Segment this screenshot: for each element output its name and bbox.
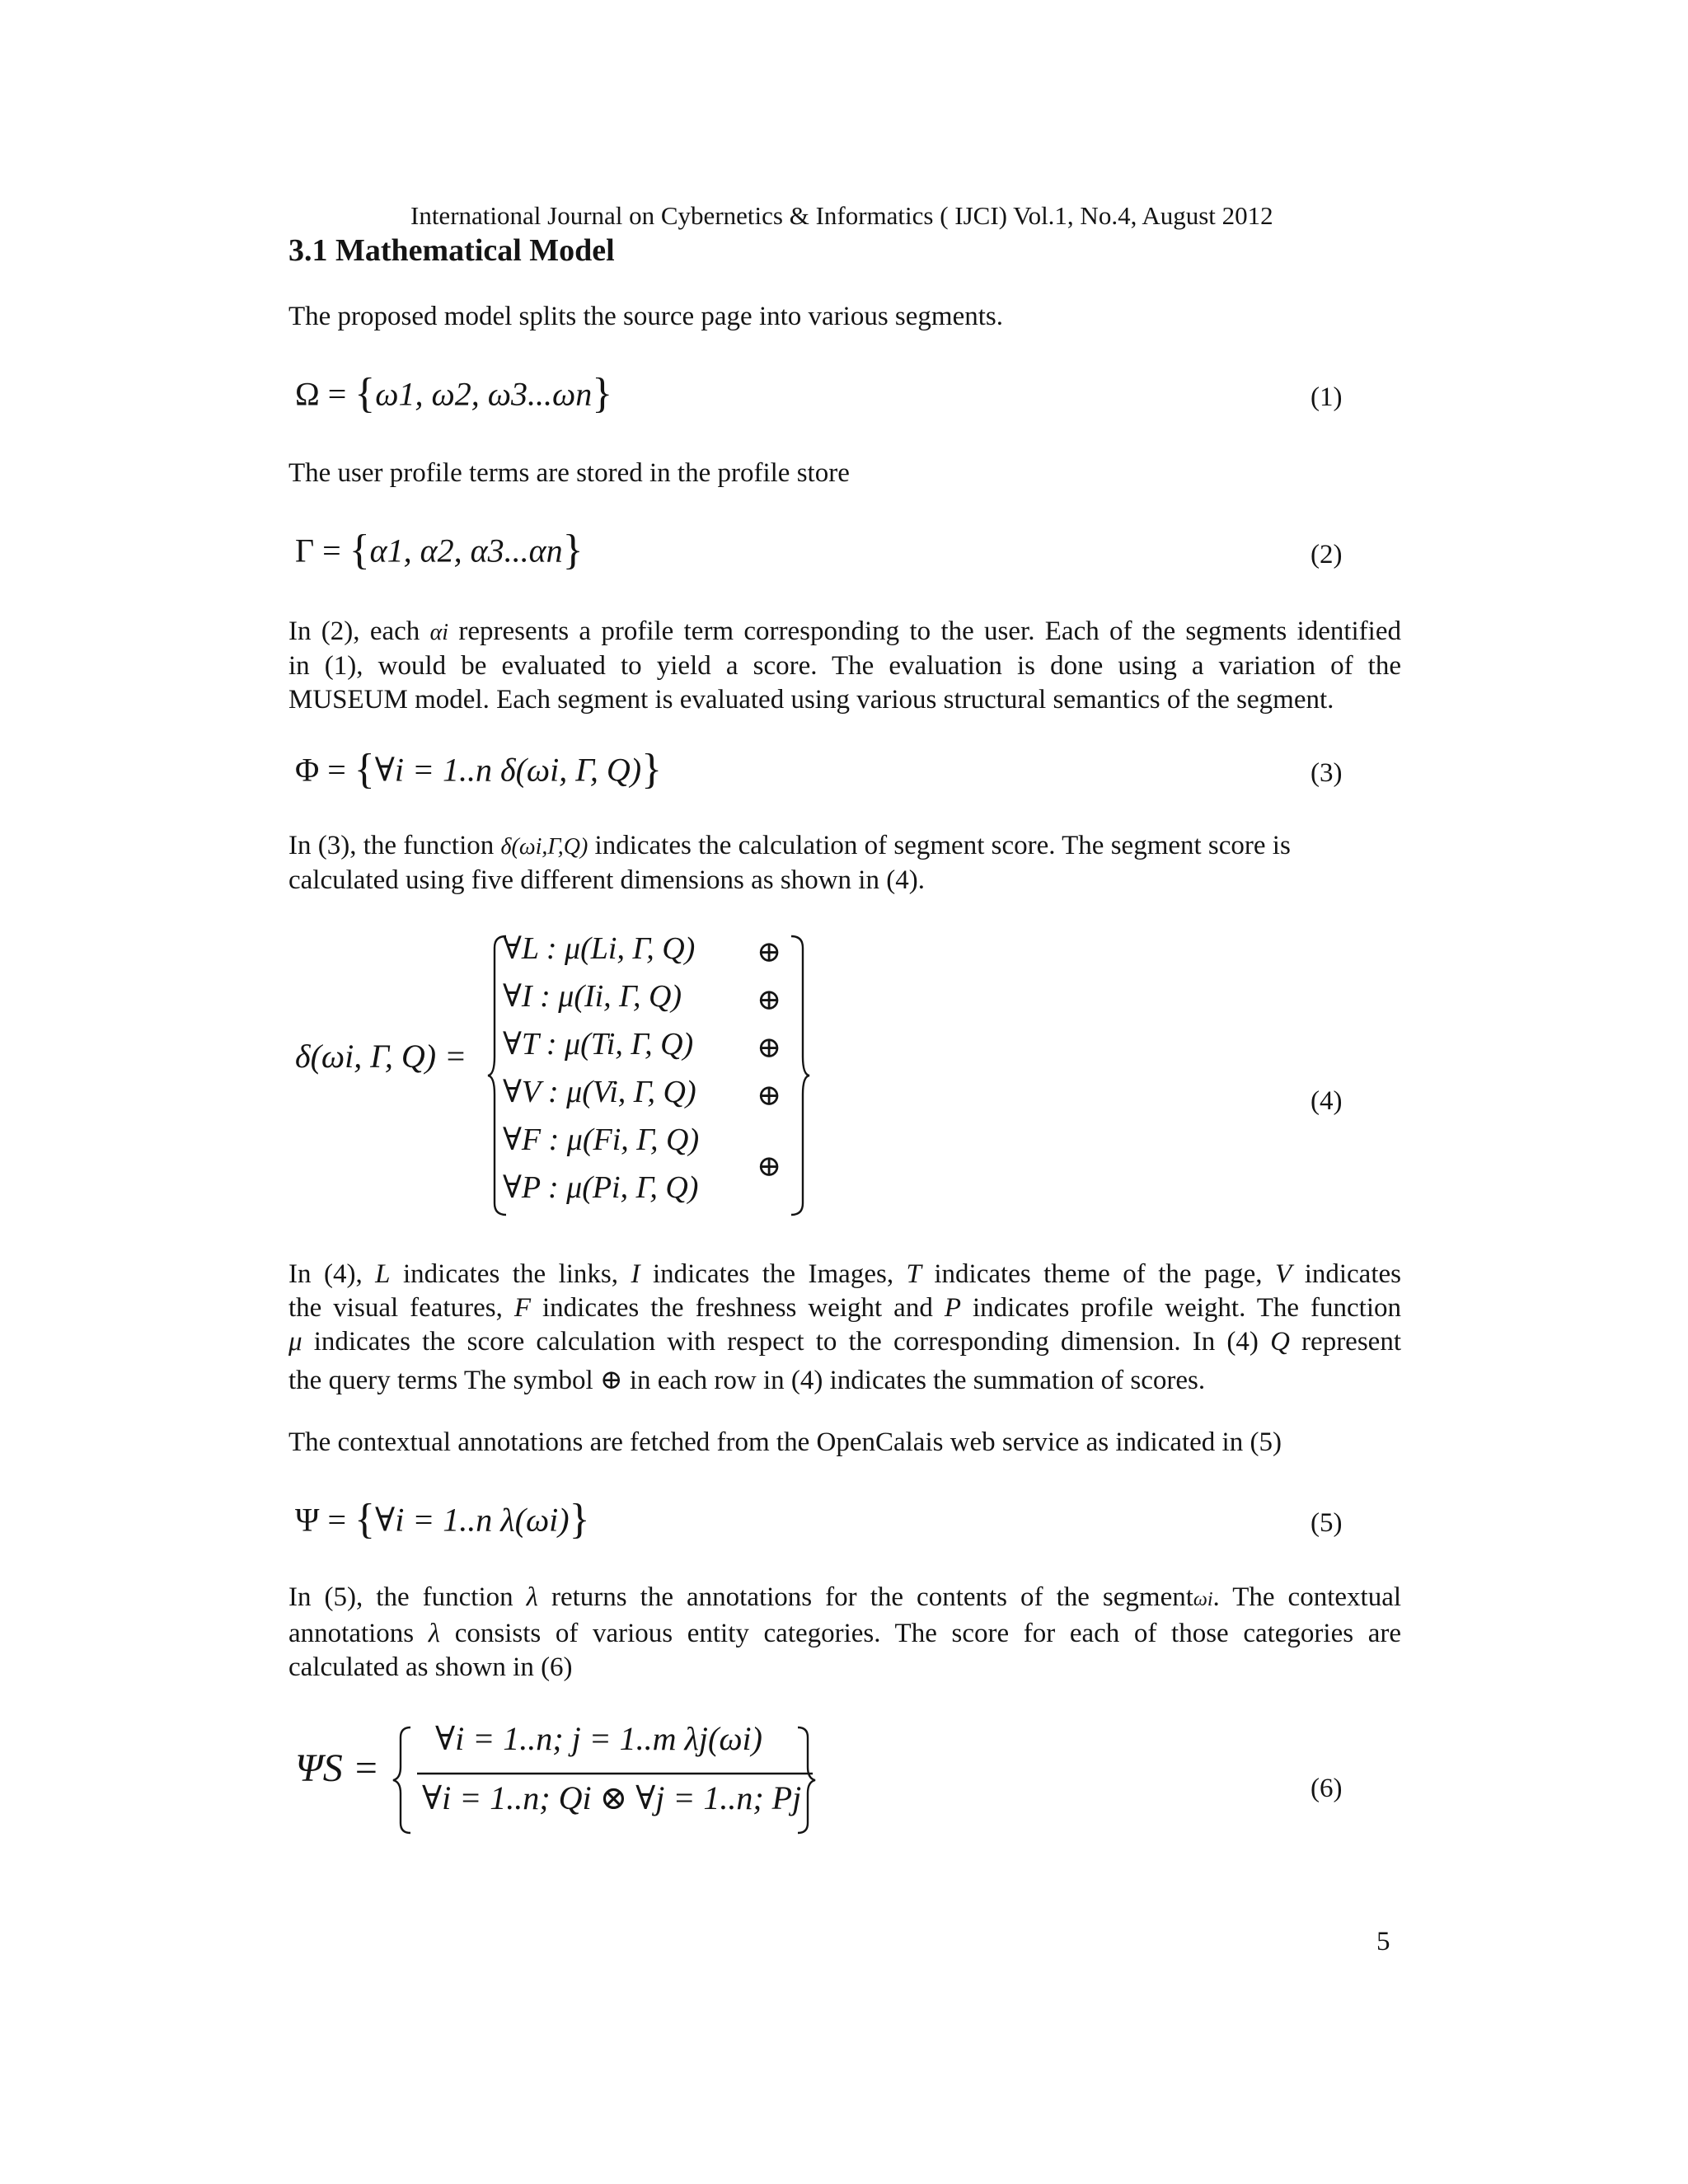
equation-5-lhs: Ψ = [295, 1501, 355, 1539]
oplus-row-3: ⊕ [757, 1031, 782, 1064]
equation-5-number: (5) [1311, 1508, 1343, 1538]
equation-5: Ψ = {∀i = 1..n λ(ωi)} [295, 1496, 590, 1543]
paragraph-2 [288, 457, 1401, 490]
paragraph-6-text: The contextual annotations are fetched from the OpenCalais web service as indicated in (5) [288, 1427, 1282, 1457]
paragraph-3-line-2: in (1), would be evaluated to yield a score. The evaluation is done using a variation of the [288, 651, 1401, 681]
paragraph-5-line-1: In (4), L indicates the links, I indicates the Images, T indicates theme of the page, V indicates [288, 1259, 1401, 1289]
alpha-i-symbol: αi [429, 620, 449, 645]
equation-4-right-brace [786, 933, 811, 1218]
oplus-row-2: ⊕ [757, 983, 782, 1016]
equation-1-body: ω1, ω2, ω3...ωn [375, 375, 593, 413]
equation-3: Φ = {∀i = 1..n δ(ωi, Γ, Q)} [295, 746, 663, 793]
equation-1: Ω = {ω1, ω2, ω3...ωn} [295, 370, 613, 417]
equation-4-row-visual: ∀V : μ(Vi, Γ, Q) [503, 1075, 696, 1109]
paragraph-3-line-3: MUSEUM model. Each segment is evaluated using various structural semantics of the segment. [288, 685, 1334, 715]
oplus-row-5: ⊕ [757, 1150, 782, 1183]
equation-6-denominator: ∀i = 1..n; Qi ⊗ ∀j = 1..n; Pj [422, 1779, 802, 1816]
equation-2-number: (2) [1311, 540, 1343, 569]
equation-6-numerator: ∀i = 1..n; j = 1..m λj(ωi) [435, 1720, 762, 1757]
paragraph-4-line-2: calculated using five different dimensions as shown in (4). [288, 865, 925, 895]
equation-4-row-links: ∀L : μ(Li, Γ, Q) [503, 931, 696, 966]
paragraph-1-text: The proposed model splits the source page into various segments. [288, 302, 1003, 331]
equation-4-row-freshness: ∀F : μ(Fi, Γ, Q) [503, 1122, 700, 1157]
page-number: 5 [1376, 1927, 1390, 1957]
equation-4-number: (4) [1311, 1086, 1343, 1116]
paragraph-6 [288, 1426, 1401, 1460]
oplus-row-1: ⊕ [757, 935, 782, 968]
equation-3-number: (3) [1311, 758, 1343, 788]
equation-3-body: ∀i = 1..n δ(ωi, Γ, Q) [374, 751, 642, 789]
equation-4-rows [503, 930, 750, 1220]
paragraph-1 [288, 300, 1401, 334]
equation-2-lhs: Γ = [295, 532, 349, 569]
equation-6-lhs: ΨS = [295, 1746, 380, 1790]
paragraph-7-line-3: calculated as shown in (6) [288, 1652, 573, 1682]
paragraph-5-line-4: the query terms The symbol ⊕ in each row in (4) indicates the summation of scores. [288, 1366, 1206, 1395]
running-header: International Journal on Cybernetics & Informatics ( IJCI) Vol.1, No.4, August 2012 [410, 201, 1273, 230]
equation-2: Γ = {α1, α2, α3...αn} [295, 527, 584, 574]
equation-1-lhs: Ω = [295, 375, 355, 413]
paragraph-2-text: The user profile terms are stored in the profile store [288, 458, 850, 488]
equation-2-body: α1, α2, α3...αn [369, 532, 563, 569]
equation-4-row-images: ∀I : μ(Ii, Γ, Q) [503, 979, 682, 1014]
paragraph-7-line-1: In (5), the function λ returns the annotations for the contents of the segmentωi. The contextual [288, 1582, 1402, 1612]
equation-4-lhs: δ(ωi, Γ, Q) = [295, 1038, 467, 1075]
paragraph-3-line-1: In (2), each αi represents a profile term corresponding to the user. Each of the segments identified [288, 616, 1401, 646]
oplus-row-4: ⊕ [757, 1079, 782, 1112]
equation-4-row-theme: ∀T : μ(Ti, Γ, Q) [503, 1027, 694, 1062]
delta-function-symbol: δ(ωi,Γ,Q) [500, 834, 588, 860]
equation-5-body: ∀i = 1..n λ(ωi) [375, 1501, 570, 1539]
paragraph-4 [288, 829, 1401, 898]
paragraph-3 [288, 615, 1401, 717]
equation-4-row-profile: ∀P : μ(Pi, Γ, Q) [503, 1170, 699, 1205]
equation-6-right-brace [793, 1724, 818, 1836]
equation-6-number: (6) [1311, 1774, 1343, 1803]
paragraph-5-line-2: the visual features, F indicates the freshness weight and P indicates profile weight. The function [288, 1293, 1401, 1323]
equation-6-fraction-bar [417, 1772, 813, 1775]
equation-3-lhs: Φ = [295, 751, 354, 789]
paragraph-5-line-3: μ indicates the score calculation with respect to the corresponding dimension. In (4) Q represent [288, 1327, 1401, 1357]
paragraph-4-line-1: In (3), the function δ(ωi,Γ,Q) indicates the calculation of segment score. The segment score is [288, 831, 1291, 860]
section-heading: 3.1 Mathematical Model [288, 233, 615, 268]
paragraph-5 [288, 1258, 1401, 1398]
paragraph-7-line-2: annotations λ consists of various entity categories. The score for each of those categories are [288, 1619, 1401, 1648]
equation-1-number: (1) [1311, 382, 1343, 412]
equation-6-left-brace [391, 1724, 415, 1836]
paragraph-7 [288, 1581, 1401, 1685]
